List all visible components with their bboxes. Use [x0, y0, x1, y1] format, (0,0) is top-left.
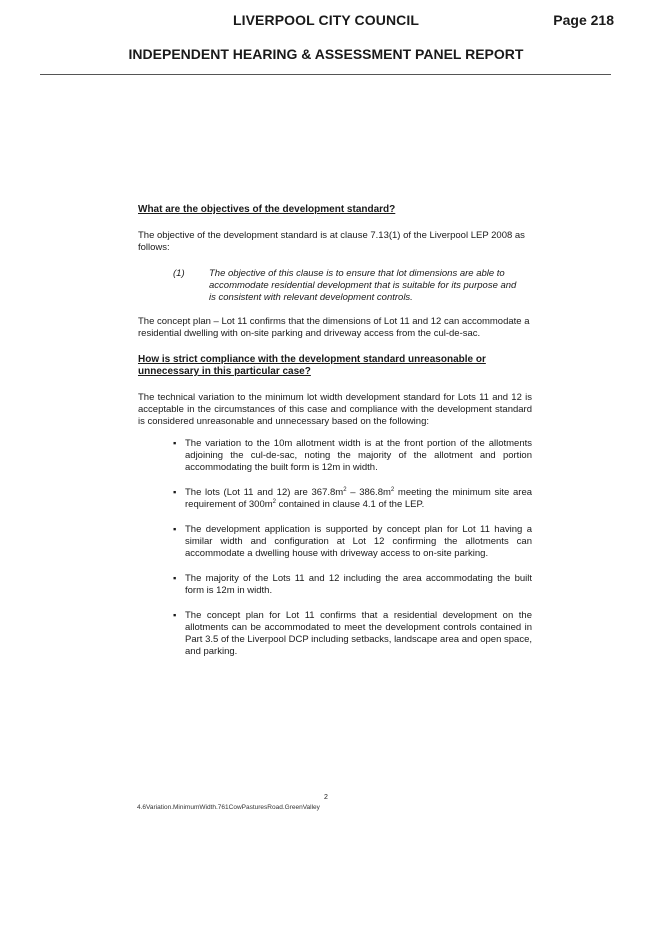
bullet-icon: ▪ [173, 610, 177, 621]
list-item-text: The variation to the 10m allotment width is at the front portion of the allotments adjoining the cul-de-sac, noting the majority of the allotment and portion accommodating the built form is 12m in width. [185, 438, 532, 473]
list-item [138, 524, 532, 560]
clause-quote-number: (1) [173, 268, 185, 279]
page-number-header: Page 218 [553, 12, 614, 28]
bullet-icon: ▪ [173, 438, 177, 449]
council-title: LIVERPOOL CITY COUNCIL [232, 12, 420, 28]
concept-plan-paragraph: The concept plan – Lot 11 confirms that the dimensions of Lot 11 and 12 can accommodate a residential dwelling with on-site parking and driveway access from the cul-de-sac. [138, 316, 530, 339]
clause-quote-text: The objective of this clause is to ensure that lot dimensions are able to accommodate residential development that is suitable for its purpose and is consistent with relevant development controls. [209, 268, 517, 303]
bullet-icon: ▪ [173, 524, 177, 535]
reasons-list [138, 438, 532, 658]
objectives-heading: What are the objectives of the development standard? [138, 204, 396, 215]
footer-document-path: 4.6Variation.MinimumWidth.761CowPasturesRoad.GreenValley [137, 804, 320, 811]
list-item-text: The concept plan for Lot 11 confirms that a residential development on the allotments can be accommodated to meet the development controls contained in Part 3.5 of the Liverpool DCP including setbacks, landscape area and open space, and parking. [185, 610, 532, 657]
list-item [138, 438, 532, 474]
compliance-intro: The technical variation to the minimum lot width development standard for Lots 11 and 12 is acceptable in the circumstances of this case and compliance with the development standard is considered unreasonable and unnecessary based on the following: [138, 392, 532, 427]
compliance-heading: How is strict compliance with the development standard unreasonable or unnecessary in this particular case? [138, 354, 486, 377]
objectives-intro: The objective of the development standard is at clause 7.13(1) of the Liverpool LEP 2008 as follows: [138, 230, 525, 253]
bullet-icon: ▪ [173, 487, 177, 498]
header-divider [40, 74, 611, 75]
list-item-text: The majority of the Lots 11 and 12 including the area accommodating the built form is 12m in width. [185, 573, 532, 596]
list-item-text: The development application is supported by concept plan for Lot 11 having a similar width and configuration at Lot 12 confirming the allotments can accommodate a dwelling house with driveway access to on-site parking. [185, 524, 532, 559]
panel-report-title: INDEPENDENT HEARING & ASSESSMENT PANEL REPORT [128, 46, 524, 62]
report-body [138, 204, 532, 671]
clause-quote [138, 268, 532, 304]
list-item-text: The lots (Lot 11 and 12) are $367.8m^2 - 386.8m^2$ meeting the minimum site area requirement of $300m^2$ contained in clause 4.1 of the LEP. [185, 486, 533, 510]
footer-page-number: 2 [324, 794, 328, 801]
list-item [138, 610, 532, 658]
list-item [138, 573, 532, 597]
bullet-icon: ▪ [173, 573, 177, 584]
list-item [138, 487, 532, 511]
